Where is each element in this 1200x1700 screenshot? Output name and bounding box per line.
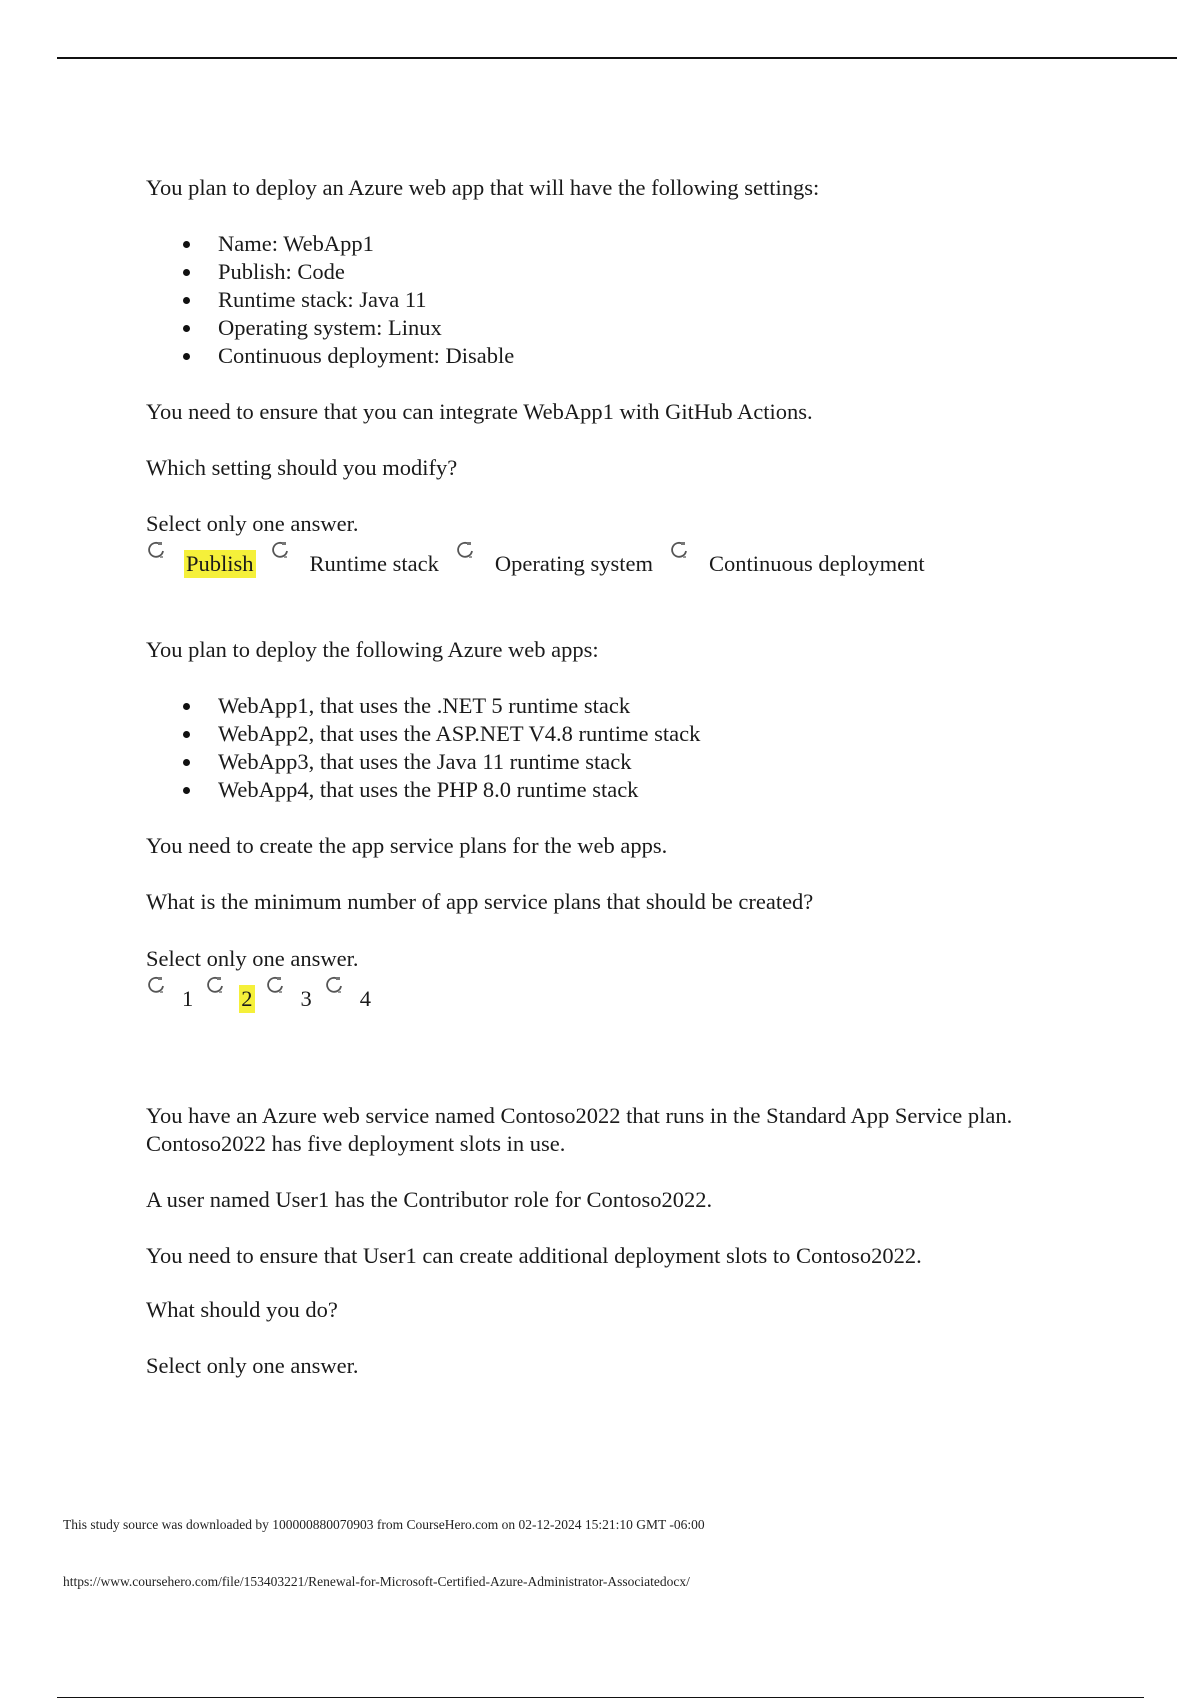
option-label-3[interactable]: 3 <box>300 986 312 1011</box>
radio-option-4[interactable] <box>324 975 344 997</box>
question-2-instruction: Select only one answer. <box>146 946 359 971</box>
radio-circle-icon <box>270 540 290 562</box>
radio-option-operating-system[interactable] <box>455 540 475 562</box>
radio-option-2[interactable] <box>205 975 225 997</box>
footer-source-line: This study source was downloaded by 100000880070903 from CourseHero.com on 02-12-2024 15:21:10 GMT -06:00 <box>63 1517 705 1532</box>
question-3-instruction: Select only one answer. <box>146 1353 359 1378</box>
question-3-intro: You have an Azure web service named Contoso2022 that runs in the Standard App Service plan. Contoso2022 has five deployment slots in use. <box>146 1103 1013 1156</box>
radio-circle-icon <box>669 540 689 562</box>
radio-option-continuous-deployment[interactable] <box>669 540 689 562</box>
question-1-options <box>146 538 1146 578</box>
question-1-intro: You plan to deploy an Azure web app that will have the following settings: <box>146 175 820 200</box>
radio-circle-icon <box>146 975 166 997</box>
list-item: WebApp4, that uses the PHP 8.0 runtime stack <box>146 776 1146 804</box>
question-3 <box>146 1102 1106 1380</box>
option-label-runtime-stack[interactable]: Runtime stack <box>309 551 439 576</box>
question-1-requirement: You need to ensure that you can integrate WebApp1 with GitHub Actions. <box>146 399 813 424</box>
radio-option-3[interactable] <box>265 975 285 997</box>
top-rule <box>57 57 1177 59</box>
list-item: Continuous deployment: Disable <box>146 342 1146 370</box>
radio-option-publish[interactable] <box>146 540 166 562</box>
bottom-rule <box>57 1697 1144 1698</box>
question-2 <box>146 636 1146 1013</box>
radio-circle-icon <box>146 540 166 562</box>
question-3-role-statement: A user named User1 has the Contributor role for Contoso2022. <box>146 1187 713 1212</box>
question-1 <box>146 174 1146 578</box>
option-label-1[interactable]: 1 <box>182 986 194 1011</box>
list-item: Publish: Code <box>146 258 1146 286</box>
question-1-instruction: Select only one answer. <box>146 511 359 536</box>
radio-option-runtime-stack[interactable] <box>270 540 290 562</box>
option-label-publish[interactable]: Publish <box>186 551 254 576</box>
radio-circle-icon <box>265 975 285 997</box>
question-3-prompt: What should you do? <box>146 1297 338 1322</box>
question-2-apps-list <box>146 692 1146 804</box>
question-3-requirement: You need to ensure that User1 can create additional deployment slots to Contoso2022. <box>146 1243 922 1268</box>
option-label-continuous-deployment[interactable]: Continuous deployment <box>708 551 925 576</box>
question-2-requirement: You need to create the app service plans for the web apps. <box>146 833 668 858</box>
footer-url[interactable]: https://www.coursehero.com/file/153403221/Renewal-for-Microsoft-Certified-Azure-Administrator-Associatedocx/ <box>63 1574 690 1589</box>
list-item: WebApp2, that uses the ASP.NET V4.8 runtime stack <box>146 720 1146 748</box>
list-item: WebApp3, that uses the Java 11 runtime stack <box>146 748 1146 776</box>
radio-circle-icon <box>455 540 475 562</box>
list-item: Name: WebApp1 <box>146 230 1146 258</box>
question-2-prompt: What is the minimum number of app service plans that should be created? <box>146 889 814 914</box>
question-1-prompt: Which setting should you modify? <box>146 455 458 480</box>
question-2-intro: You plan to deploy the following Azure web apps: <box>146 637 599 662</box>
option-label-4[interactable]: 4 <box>359 986 371 1011</box>
list-item: Runtime stack: Java 11 <box>146 286 1146 314</box>
option-label-2[interactable]: 2 <box>241 986 253 1011</box>
radio-circle-icon <box>205 975 225 997</box>
list-item: Operating system: Linux <box>146 314 1146 342</box>
list-item: WebApp1, that uses the .NET 5 runtime stack <box>146 692 1146 720</box>
question-1-settings-list <box>146 230 1146 370</box>
question-2-options <box>146 973 1146 1013</box>
option-label-operating-system[interactable]: Operating system <box>494 551 653 576</box>
radio-option-1[interactable] <box>146 975 166 997</box>
radio-circle-icon <box>324 975 344 997</box>
